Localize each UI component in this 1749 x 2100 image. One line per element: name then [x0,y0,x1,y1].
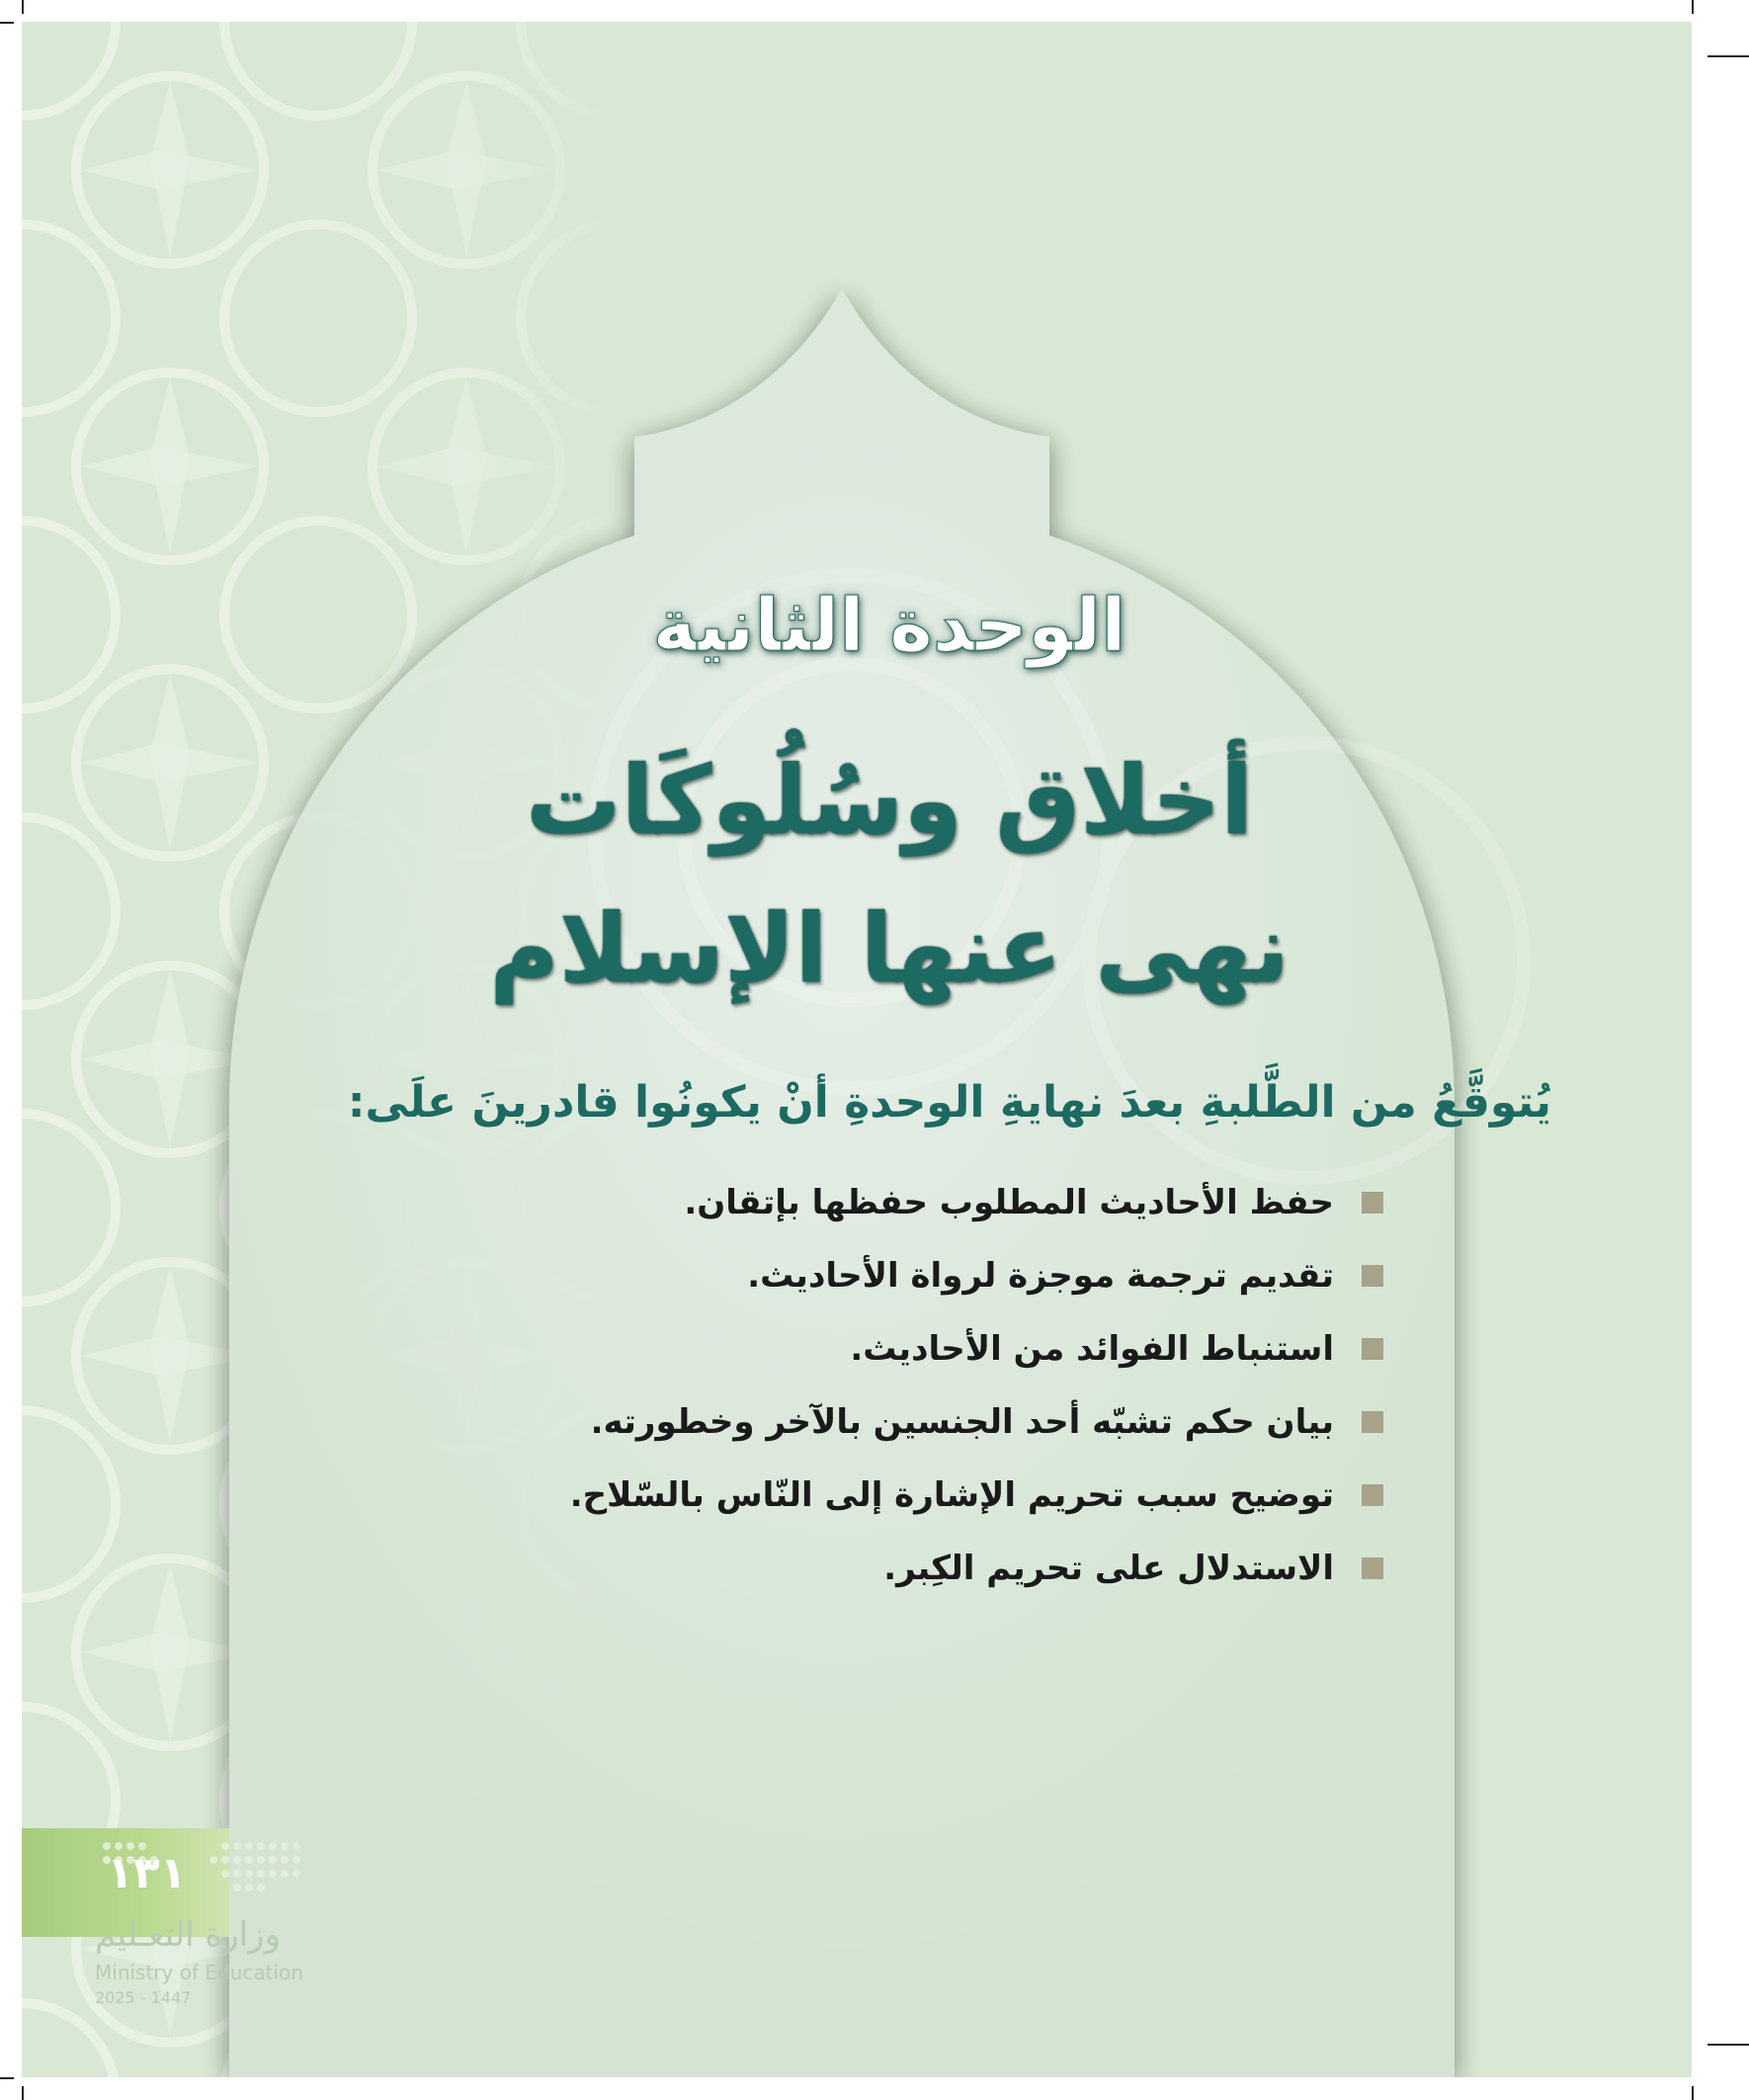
crop-mark [1707,2044,1749,2046]
objectives-list [395,1166,1383,1605]
objective-text: استنباط الفوائد من الأحاديث. [850,1329,1334,1369]
objective-text: بيان حكم تشبّه أحد الجنسين بالآخر وخطورته. [590,1402,1334,1442]
crop-mark [0,2077,14,2079]
crop-mark [22,0,24,14]
objective-item [395,1312,1383,1386]
objective-item [395,1459,1383,1532]
unit-label: الوحدة الثانية [652,583,1126,668]
square-bullet-icon [1362,1338,1383,1360]
page-number: ١٣١ [107,1848,187,1898]
crop-mark [1707,55,1749,57]
unit-title-line-1: أخلاق وسُلُوكَات [525,745,1254,856]
ministry-year: 2025 - 1447 [95,1988,192,2007]
square-bullet-icon [1362,1484,1383,1506]
objective-item [395,1386,1383,1459]
crop-mark [1692,0,1694,14]
objective-text: تقديم ترجمة موجزة لرواة الأحاديث. [747,1256,1334,1296]
square-bullet-icon [1362,1557,1383,1579]
objective-text: حفظ الأحاديث المطلوب حفظها بإتقان. [684,1183,1334,1222]
ministry-name-english: Ministry of Education [95,1961,303,1984]
crop-mark [1692,2086,1694,2100]
objective-text: الاستدلال على تحريم الكِبر. [883,1549,1334,1588]
ministry-name-arabic: وزارة التعـليم [95,1915,281,1955]
crop-mark [0,22,14,24]
objective-text: توضيح سبب تحريم الإشارة إلى النّاس بالسّلاح. [569,1475,1334,1515]
objective-item [395,1166,1383,1239]
objective-item [395,1239,1383,1312]
objective-item [395,1532,1383,1605]
unit-title-line-2: نهى عنها الإسلام [489,893,1290,1004]
square-bullet-icon [1362,1411,1383,1433]
objectives-intro: يُتوقَّعُ من الطَّلبةِ بعدَ نهايةِ الوحدةِ أنْ يكونُوا قادرينَ علَى: [347,1077,1551,1128]
dome-arch-frame [22,22,1692,2077]
square-bullet-icon [1362,1265,1383,1287]
cover-panel [22,22,1692,2077]
crop-mark [22,2086,24,2100]
square-bullet-icon [1362,1192,1383,1214]
